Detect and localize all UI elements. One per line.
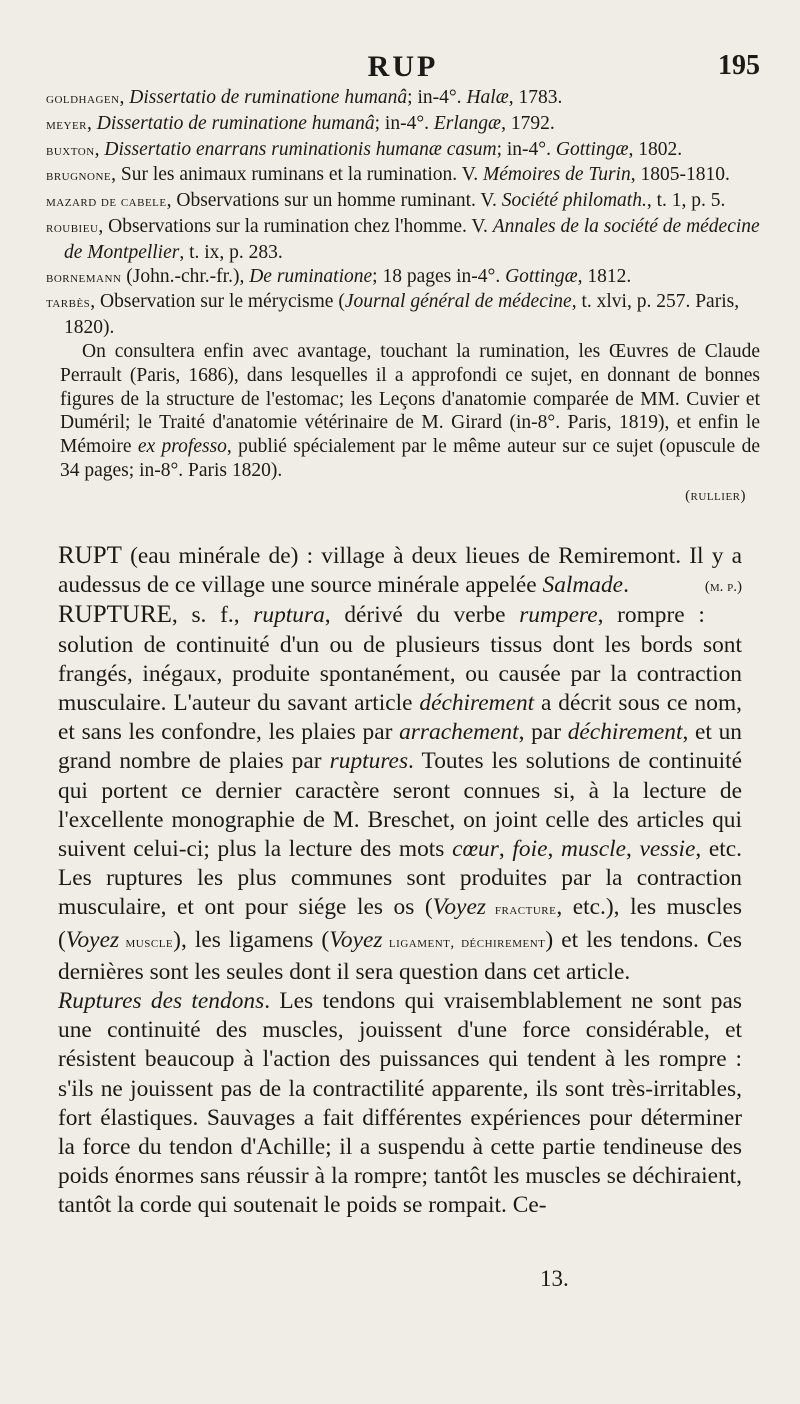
cross-reference: muscle xyxy=(119,934,174,951)
entry-headword: RUPT xyxy=(58,542,122,569)
entry-text: , xyxy=(498,836,513,863)
bib-text: ; 18 pages in-4°. xyxy=(372,265,506,287)
bib-text: , Observations sur un homme ruminant. V. xyxy=(166,190,502,212)
section-tendons xyxy=(58,987,742,1221)
entry-text: , s. f., xyxy=(171,602,254,629)
entry-text: , xyxy=(625,836,640,863)
entry-headword: RUPTURE xyxy=(58,601,172,629)
entry-italic: déchirement xyxy=(567,719,683,746)
entry-text: a décrit sous ce nom, et sans les confondre, les plaies par xyxy=(58,690,742,746)
bib-note-italic: ex professo xyxy=(137,436,227,458)
bib-signature-line xyxy=(46,483,760,509)
bib-place: Halæ xyxy=(466,87,509,108)
bib-text: , Observations sur la rumination chez l'homme. V. xyxy=(98,215,493,237)
entry-italic: déchirement xyxy=(419,690,535,717)
bib-entry xyxy=(46,189,760,215)
entry-italic: vessie xyxy=(639,836,696,863)
bib-text: , 1802. xyxy=(628,138,683,160)
entry-italic: Salmade xyxy=(542,572,624,599)
bib-place: Erlangæ xyxy=(433,112,502,134)
entry-text: , par xyxy=(518,719,568,746)
bib-entry xyxy=(46,163,760,189)
page-title: RUP xyxy=(367,50,439,83)
bib-author: brugnone xyxy=(46,168,112,185)
entry-italic: muscle xyxy=(561,836,626,863)
entry-italic: arrachement xyxy=(399,719,519,746)
entry-italic: rumpere xyxy=(519,602,598,629)
bib-title: Société philomath. xyxy=(501,190,647,212)
bib-note-text: , publié spécialement par le même auteur sur ce sujet (opuscule de 34 pages; in-8°. Paris 1820). xyxy=(60,436,760,481)
bib-title: Mémoires de Turin xyxy=(483,164,631,186)
bib-text: , xyxy=(94,138,105,160)
entry-text: , xyxy=(547,836,562,863)
running-head xyxy=(46,50,760,84)
entry-italic: Voyez xyxy=(329,926,383,953)
bib-title: Dissertatio de ruminatione humanâ xyxy=(129,87,408,108)
bib-entry xyxy=(46,112,760,138)
bib-text: ; in-4°. xyxy=(496,138,556,160)
bib-text: , t. ix, p. 283. xyxy=(179,241,283,263)
bib-entry xyxy=(46,265,760,291)
bib-text: , 1792. xyxy=(501,112,555,134)
entry-text: , rompre : solution de continuité d'un ou de plusieurs tissus dont les bords sont frangés, inégaux, produite spontanément, ou causée par la contraction musculaire. L'auteur du savant article xyxy=(58,602,742,717)
bib-author: bornemann xyxy=(46,269,122,286)
bib-entry xyxy=(46,86,760,112)
entry-text: . Toutes les solutions de continuité qui portent ce dernier caractère seront connues si, à la lecture de l'excellente monographie de M. Breschet, on joint celle des articles qui suivent celui-ci; plus la lecture des mots xyxy=(58,748,743,863)
entry-text: , dérivé du verbe xyxy=(324,602,520,629)
bib-title: Annales de la société de médecine de Montpellier xyxy=(64,215,760,263)
bib-entry xyxy=(46,290,760,340)
entry-text: . xyxy=(623,572,629,599)
bib-text: , t. 1, p. 5. xyxy=(646,190,726,212)
bib-text: ; in-4°. xyxy=(374,112,434,134)
entry-text: , etc. Les ruptures les plus communes sont produites par la contraction musculaire, et ont pour siége les os ( xyxy=(58,836,742,921)
entry-italic: ruptures xyxy=(329,748,409,775)
bib-text: , 1805-1810. xyxy=(630,164,730,186)
entry-text: , et un grand nombre de plaies par xyxy=(58,719,742,775)
bib-text: , Observation sur le mérycisme ( xyxy=(90,291,345,313)
bib-text: , Sur les animaux ruminans et la rumination. V. xyxy=(111,164,484,186)
entry-rupt xyxy=(58,541,742,600)
cross-reference: ligament, déchirement xyxy=(382,934,546,951)
bib-author: meyer xyxy=(46,116,87,133)
bib-text: , 1783. xyxy=(508,87,563,108)
bib-note-text: On consultera enfin avec avantage, touchant la rumination, les Œuvres de Claude Perrault (Paris, 1686), dans lesquelles il a approfondi ce sujet, en donnant de bonnes figures de la structure de l'estomac; les Leçons d'anatomie comparée de MM. Cuvier et Duméril; le Traité d'anatomie vétérinaire de M. Girard (in-8°. Paris, 1819), et enfin le Mémoire xyxy=(60,340,760,458)
bib-signature: (rullier) xyxy=(685,487,746,504)
entry-text: ), les ligamens ( xyxy=(173,926,330,953)
bib-entry xyxy=(46,138,760,164)
bib-title: Dissertatio de ruminatione humanâ xyxy=(96,112,375,134)
entry-rupture xyxy=(58,600,742,987)
bib-text: (John.-chr.-fr.), xyxy=(121,265,250,287)
entry-italic: Voyez xyxy=(65,926,120,953)
entry-italic: Voyez xyxy=(432,894,486,921)
bib-author: roubieu xyxy=(46,219,99,236)
entry-text: , etc.), les muscles ( xyxy=(58,894,742,953)
page-number: 195 xyxy=(718,50,760,81)
bib-title: Journal général de médecine xyxy=(344,291,572,313)
bib-author: mazard de cabele xyxy=(46,194,167,211)
entry-text: ) et les tendons. Ces dernières sont les seules dont il sera question dans cet article. xyxy=(58,926,742,985)
section-heading: Ruptures des tendons xyxy=(58,988,265,1015)
bib-text: , t. xlvi, p. 257. Paris, 1820). xyxy=(64,291,740,339)
bib-note xyxy=(46,340,760,483)
bib-author: tarbès xyxy=(46,295,91,312)
entry-italic: foie xyxy=(512,836,548,863)
bib-place: Gottingæ xyxy=(505,265,578,287)
signature-mark: 13. xyxy=(540,1266,569,1291)
entry-text: (eau minérale de) : village à deux lieues de Remiremont. Il y a audessus de ce village une source minérale appelée xyxy=(58,543,742,599)
bib-text: , 1812. xyxy=(577,265,632,287)
bib-title: Dissertatio enarrans ruminationis humanæ casum xyxy=(104,138,497,160)
bib-entry xyxy=(46,215,760,265)
entry-italic: ruptura xyxy=(253,602,325,629)
main-text xyxy=(58,541,742,1221)
section-text: . Les tendons qui vraisemblablement ne sont pas une continuité des muscles, jouissent d'une force considérable, et résistent beaucoup à l'action des puissances qui tendent à les rompre : s'ils ne jouissent pas de la contractilité apparente, ils sont très-irritables, fort élastiques. Sauvages a fait différentes expériences pour déterminer la force du tendon d'Achille; il a suspendu à cette partie tendineuse des poids énormes sans réussir à la rompre; tantôt les muscles se déchiraient, tantôt la corde qui soutenait le poids se rompait. Ce- xyxy=(58,988,742,1219)
entry-initials: (m. p.) xyxy=(704,579,742,596)
bib-text: , xyxy=(87,112,97,134)
entry-italic: cœur xyxy=(452,836,499,863)
bib-title: De ruminatione xyxy=(249,265,373,287)
bibliography xyxy=(46,86,760,509)
bib-text: ; in-4°. xyxy=(407,87,467,108)
cross-reference: fracture xyxy=(485,902,557,919)
bib-author: goldhagen xyxy=(46,91,120,107)
bib-text: , xyxy=(119,87,130,108)
bib-author: buxton xyxy=(46,142,95,159)
bib-place: Gottingæ xyxy=(555,138,629,160)
